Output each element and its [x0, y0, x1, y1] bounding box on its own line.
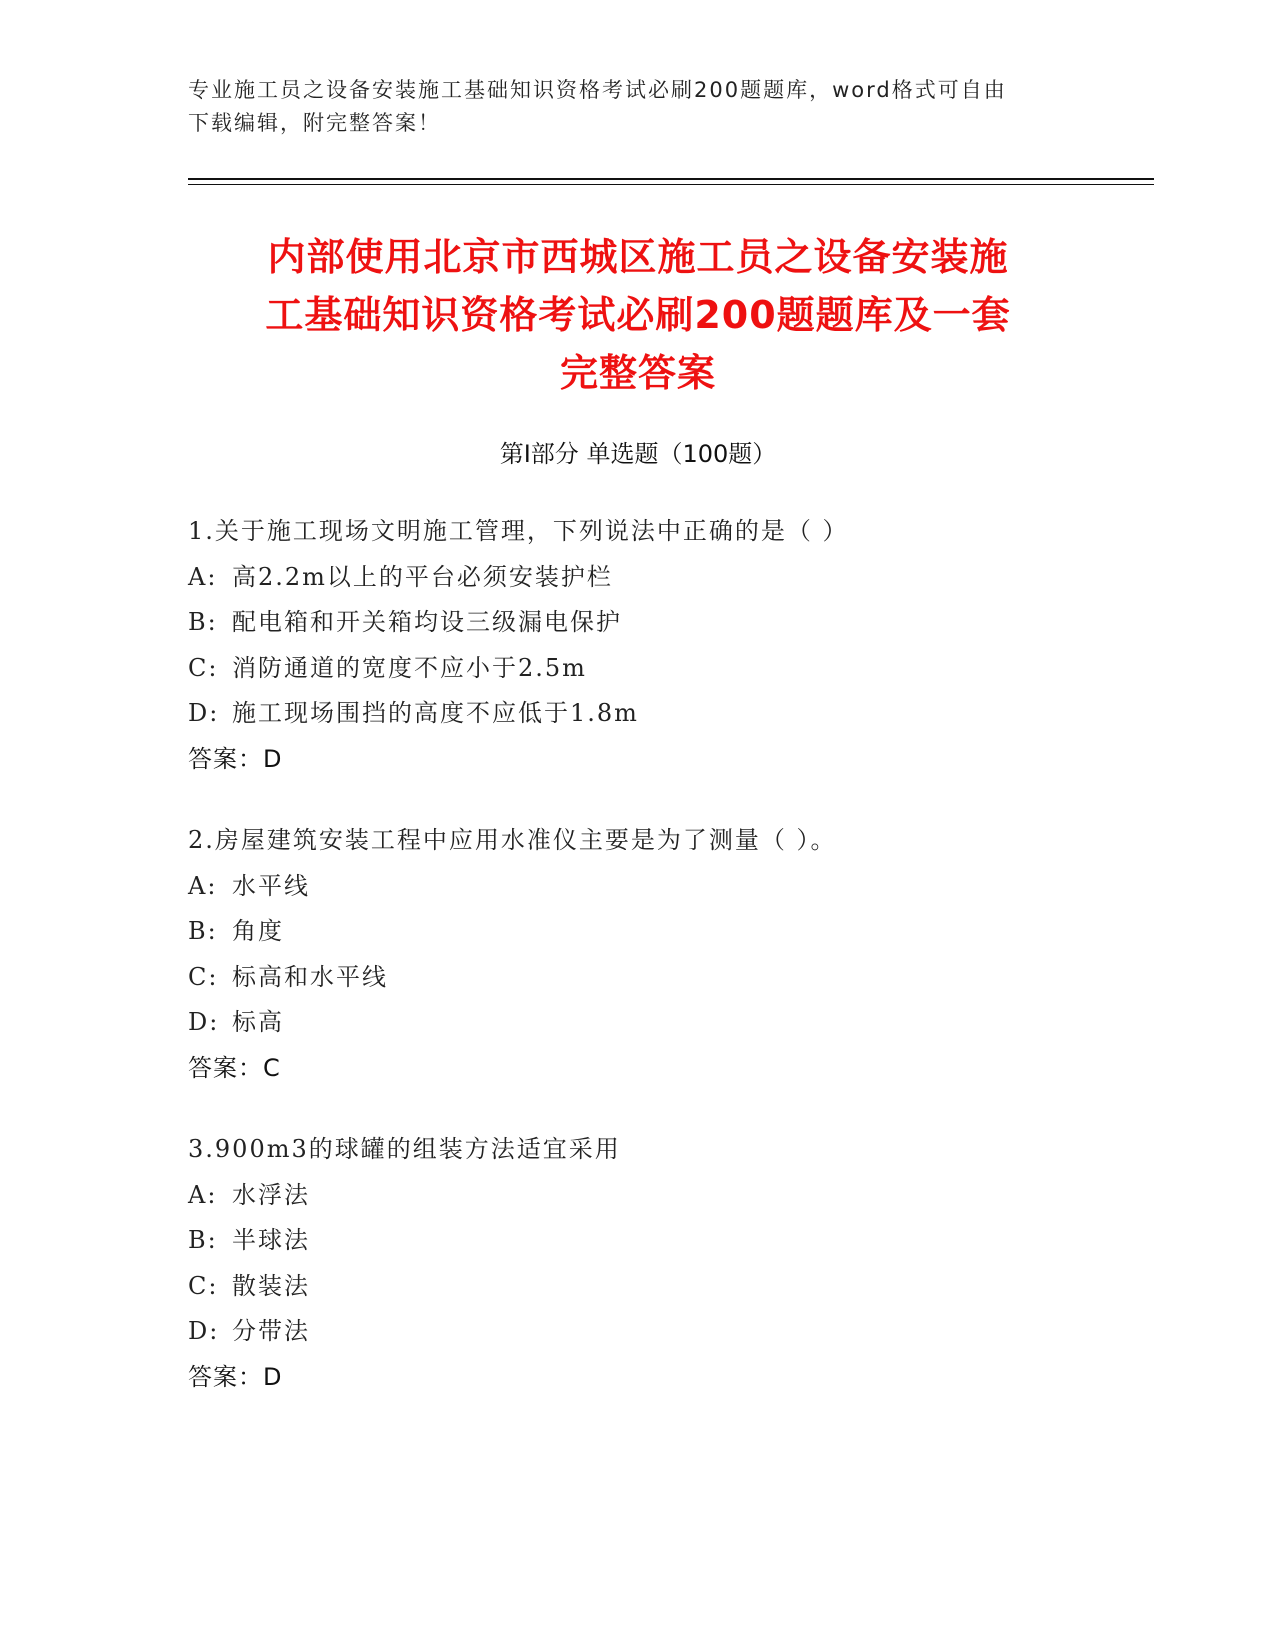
header-note: [188, 74, 1088, 140]
option-d: [188, 1309, 1128, 1355]
option-text: 施工现场围挡的高度不应低于1.8m: [232, 699, 639, 727]
option-a: [188, 555, 1128, 601]
option-letter: D:: [188, 1008, 220, 1036]
option-a: [188, 864, 1128, 910]
option-text: 消防通道的宽度不应小于2.5m: [232, 653, 587, 682]
option-d: [188, 691, 1128, 737]
option-text: 角度: [232, 917, 284, 945]
option-c: [188, 955, 1128, 1001]
option-letter: D:: [188, 699, 220, 727]
header-divider-thin: [188, 184, 1154, 185]
option-text: 标高和水平线: [232, 962, 388, 991]
title-line-3: 完整答案: [559, 351, 716, 395]
option-letter: C:: [188, 962, 219, 991]
header-divider-thick: [188, 178, 1154, 180]
option-letter: A:: [188, 562, 218, 591]
question-2: [188, 818, 1128, 1091]
question-stem: 1.关于施工现场文明施工管理，下列说法中正确的是（ ）: [188, 517, 849, 545]
option-text: 标高: [232, 1008, 284, 1036]
question-stem: 2.房屋建筑安装工程中应用水准仪主要是为了测量（ ）。: [188, 826, 837, 854]
option-letter: C:: [188, 653, 219, 682]
option-c: [188, 1264, 1128, 1310]
header-note-line-2: 下载编辑，附完整答案！: [188, 111, 441, 135]
option-letter: B:: [188, 608, 218, 636]
question-stem: 3.900m3的球罐的组装方法适宜采用: [188, 1135, 621, 1163]
option-b: [188, 600, 1128, 646]
section-heading: 第Ⅰ部分 单选题（100题）: [499, 440, 777, 468]
option-b: [188, 1218, 1128, 1264]
option-a: [188, 1173, 1128, 1219]
title-line-1: 内部使用北京市西城区施工员之设备安装施: [267, 235, 1009, 279]
title-line-2: 工基础知识资格考试必刷200题题库及一套: [265, 293, 1011, 337]
option-letter: B:: [188, 1226, 218, 1254]
option-d: [188, 1000, 1128, 1046]
answer: 答案：D: [188, 1362, 283, 1391]
option-text: 分带法: [232, 1317, 310, 1345]
header-note-line-1: 专业施工员之设备安装施工基础知识资格考试必刷200题题库，word格式可自由: [188, 78, 1007, 102]
option-letter: B:: [188, 917, 218, 945]
option-text: 散装法: [232, 1271, 310, 1300]
option-b: [188, 909, 1128, 955]
answer: 答案：D: [188, 744, 283, 773]
option-letter: A:: [188, 1180, 218, 1209]
option-letter: A:: [188, 871, 218, 900]
answer: 答案：C: [188, 1053, 281, 1082]
option-letter: C:: [188, 1271, 219, 1300]
option-text: 水浮法: [232, 1180, 310, 1209]
question-3: [188, 1127, 1128, 1400]
option-text: 半球法: [232, 1226, 310, 1254]
option-text: 水平线: [232, 871, 310, 900]
option-c: [188, 646, 1128, 692]
document-title: [188, 228, 1088, 402]
option-text: 配电箱和开关箱均设三级漏电保护: [232, 608, 622, 636]
question-1: [188, 509, 1128, 782]
option-text: 高2.2m以上的平台必须安装护栏: [232, 562, 613, 591]
option-letter: D:: [188, 1317, 220, 1345]
